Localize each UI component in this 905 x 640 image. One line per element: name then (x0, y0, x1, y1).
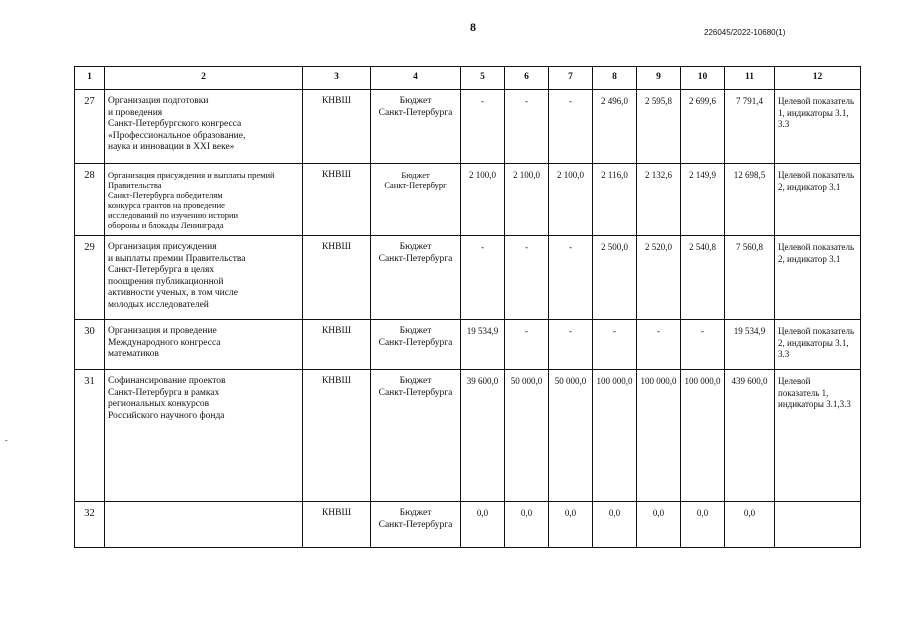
value-col-5: - (461, 236, 505, 320)
table-row (75, 90, 861, 164)
column-header: 1 (75, 67, 105, 90)
value-col-8: 2 496,0 (593, 90, 637, 164)
column-header: 12 (775, 67, 861, 90)
table-header-row (75, 67, 861, 90)
table-row (75, 370, 861, 502)
activity-name: Организация присуждения и выплаты премий Правительства Санкт-Петербурга победителям конкурса грантов на проведение исследований по изучению истории обороны и блокады Ленинграда (105, 164, 303, 236)
column-header: 11 (725, 67, 775, 90)
value-col-10: 2 149,9 (681, 164, 725, 236)
funding-source: Бюджет Санкт-Петербурга (371, 320, 461, 370)
activity-name: Организация подготовки и проведения Санкт-Петербургского конгресса «Профессиональное образование, наука и инновации в XXI веке» (105, 90, 303, 164)
value-col-6: 2 100,0 (505, 164, 549, 236)
margin-mark: - (5, 436, 8, 445)
column-header: 3 (303, 67, 371, 90)
value-col-6: - (505, 90, 549, 164)
column-header: 9 (637, 67, 681, 90)
target-indicator: Целевой показатель 2, индикатор 3.1 (775, 164, 861, 236)
column-header: 2 (105, 67, 303, 90)
funding-source: Бюджет Санкт-Петербург (371, 164, 461, 236)
program-activities-table (74, 66, 861, 548)
target-indicator (775, 502, 861, 548)
table-row (75, 502, 861, 548)
row-number: 28 (75, 164, 105, 236)
value-col-9: 2 595,8 (637, 90, 681, 164)
row-number: 29 (75, 236, 105, 320)
row-number: 32 (75, 502, 105, 548)
target-indicator: Целевой показатель 1, индикаторы 3.1,3.3 (775, 370, 861, 502)
value-total: 12 698,5 (725, 164, 775, 236)
value-col-5: 2 100,0 (461, 164, 505, 236)
value-col-7: - (549, 90, 593, 164)
executor: КНВШ (303, 502, 371, 548)
value-total: 439 600,0 (725, 370, 775, 502)
table-row (75, 164, 861, 236)
value-col-5: - (461, 90, 505, 164)
value-total: 7 791,4 (725, 90, 775, 164)
executor: КНВШ (303, 320, 371, 370)
funding-source: Бюджет Санкт-Петербурга (371, 236, 461, 320)
executor: КНВШ (303, 370, 371, 502)
executor: КНВШ (303, 90, 371, 164)
value-col-10: 2 699,6 (681, 90, 725, 164)
value-col-6: 0,0 (505, 502, 549, 548)
funding-source: Бюджет Санкт-Петербурга (371, 502, 461, 548)
value-col-6: - (505, 320, 549, 370)
column-header: 4 (371, 67, 461, 90)
value-total: 0,0 (725, 502, 775, 548)
column-header: 10 (681, 67, 725, 90)
executor: КНВШ (303, 164, 371, 236)
value-col-9: 2 132,6 (637, 164, 681, 236)
executor: КНВШ (303, 236, 371, 320)
value-col-9: 0,0 (637, 502, 681, 548)
value-col-7: - (549, 320, 593, 370)
value-col-10: 2 540,8 (681, 236, 725, 320)
target-indicator: Целевой показатель 1, индикаторы 3.1, 3.3 (775, 90, 861, 164)
activity-name (105, 502, 303, 548)
value-total: 19 534,9 (725, 320, 775, 370)
funding-source: Бюджет Санкт-Петербурга (371, 370, 461, 502)
value-col-5: 19 534,9 (461, 320, 505, 370)
document-code: 226045/2022-10680(1) (704, 28, 786, 37)
value-col-9: - (637, 320, 681, 370)
table-row (75, 320, 861, 370)
value-col-10: 100 000,0 (681, 370, 725, 502)
value-col-8: 2 500,0 (593, 236, 637, 320)
value-col-8: - (593, 320, 637, 370)
activity-name: Организация присуждения и выплаты премии Правительства Санкт-Петербурга в целях поощрения публикационной активности ученых, в том числе молодых исследователей (105, 236, 303, 320)
value-col-9: 2 520,0 (637, 236, 681, 320)
value-col-6: - (505, 236, 549, 320)
target-indicator: Целевой показатель 2, индикаторы 3.1, 3.3 (775, 320, 861, 370)
value-col-8: 0,0 (593, 502, 637, 548)
row-number: 27 (75, 90, 105, 164)
column-header: 8 (593, 67, 637, 90)
row-number: 30 (75, 320, 105, 370)
value-col-6: 50 000,0 (505, 370, 549, 502)
table-row (75, 236, 861, 320)
value-col-5: 0,0 (461, 502, 505, 548)
column-header: 7 (549, 67, 593, 90)
column-header: 6 (505, 67, 549, 90)
value-total: 7 560,8 (725, 236, 775, 320)
funding-source: Бюджет Санкт-Петербурга (371, 90, 461, 164)
value-col-10: - (681, 320, 725, 370)
activity-name: Организация и проведение Международного конгресса математиков (105, 320, 303, 370)
value-col-7: - (549, 236, 593, 320)
value-col-8: 2 116,0 (593, 164, 637, 236)
value-col-9: 100 000,0 (637, 370, 681, 502)
target-indicator: Целевой показатель 2, индикатор 3.1 (775, 236, 861, 320)
column-header: 5 (461, 67, 505, 90)
value-col-8: 100 000,0 (593, 370, 637, 502)
value-col-7: 50 000,0 (549, 370, 593, 502)
row-number: 31 (75, 370, 105, 502)
page-number: 8 (470, 20, 476, 34)
value-col-5: 39 600,0 (461, 370, 505, 502)
value-col-7: 2 100,0 (549, 164, 593, 236)
value-col-7: 0,0 (549, 502, 593, 548)
activity-name: Софинансирование проектов Санкт-Петербурга в рамках региональных конкурсов Российского научного фонда (105, 370, 303, 502)
value-col-10: 0,0 (681, 502, 725, 548)
